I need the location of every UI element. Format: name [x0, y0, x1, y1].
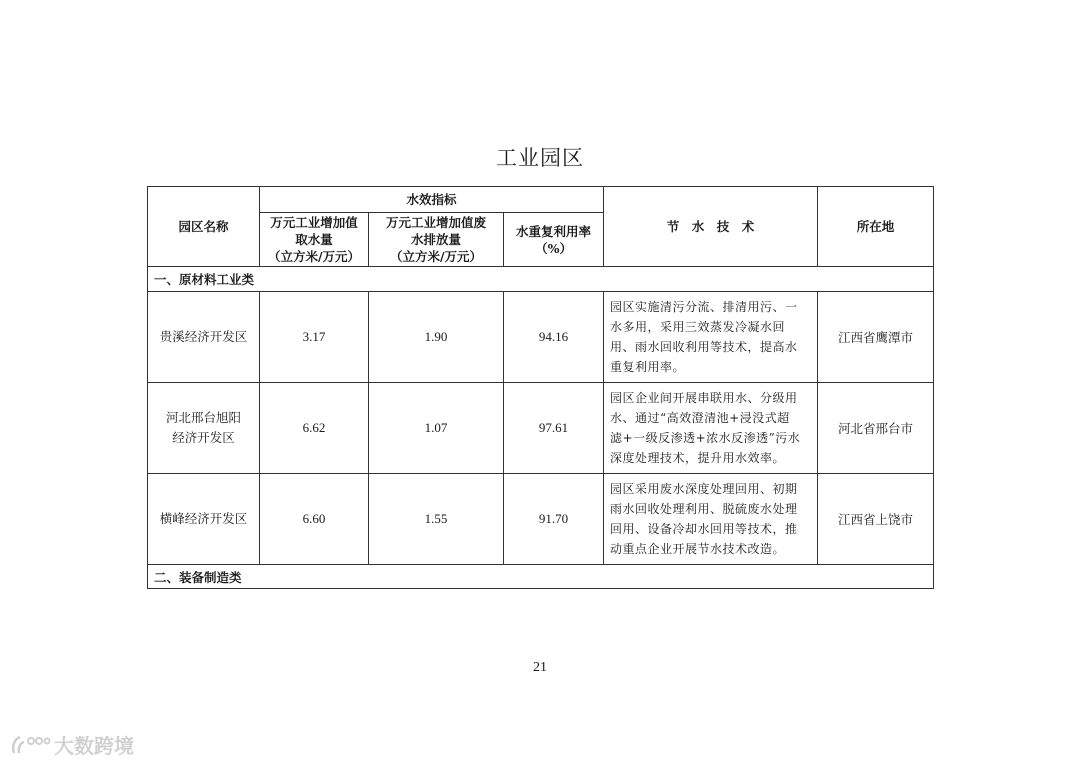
header-intake-line: 取水量 [295, 232, 333, 247]
reuse-cell: 91.70 [504, 474, 604, 565]
page-title: 工业园区 [496, 146, 584, 170]
water-efficiency-table [147, 186, 934, 589]
park-name-cell [148, 383, 260, 474]
header-discharge [369, 213, 504, 267]
header-tech: 节 水 技 术 [604, 187, 818, 267]
intake-cell: 6.60 [260, 474, 369, 565]
brand-logo-icon [10, 733, 50, 757]
discharge-cell: 1.55 [369, 474, 504, 565]
park-name-line: 经济开发区 [172, 430, 235, 445]
park-name-cell [148, 474, 260, 565]
reuse-cell: 97.61 [504, 383, 604, 474]
header-discharge-line: 水排放量 [410, 232, 461, 247]
tech-line: 用、雨水回收利用等技术，提高水 [610, 340, 798, 354]
park-name-line: 贵溪经济开发区 [159, 329, 248, 344]
location-cell: 江西省鹰潭市 [818, 292, 934, 383]
intake-cell: 6.62 [260, 383, 369, 474]
tech-cell [604, 292, 818, 383]
location-cell: 江西省上饶市 [818, 474, 934, 565]
header-location: 所在地 [818, 187, 934, 267]
table-row [148, 383, 934, 474]
tech-line: 滤+一级反渗透+浓水反渗透”污水 [610, 431, 801, 445]
watermark [10, 730, 134, 759]
park-name-line: 河北邢台旭阳 [165, 410, 241, 425]
section-raw-materials: 一、原材料工业类 [148, 267, 934, 292]
header-discharge-line: （立方米/万元） [389, 249, 483, 264]
intake-cell: 3.17 [260, 292, 369, 383]
tech-line: 深度处理技术，提升用水效率。 [610, 451, 786, 465]
tech-line: 园区采用废水深度处理回用、初期 [610, 482, 798, 496]
tech-line: 动重点企业开展节水技术改造。 [610, 542, 786, 556]
tech-line: 水多用，采用三效蒸发冷凝水回 [610, 320, 786, 334]
tech-line: 重复利用率。 [610, 360, 686, 374]
header-intake-line: （立方米/万元） [267, 249, 361, 264]
header-intake [260, 213, 369, 267]
tech-line: 园区实施清污分流、排清用污、一 [610, 300, 798, 314]
location-cell: 河北省邢台市 [818, 383, 934, 474]
discharge-cell: 1.07 [369, 383, 504, 474]
table-row [148, 474, 934, 565]
header-park-name: 园区名称 [148, 187, 260, 267]
header-reuse-line: （%） [535, 240, 572, 256]
watermark-text: 大数跨境 [54, 734, 134, 758]
tech-cell [604, 474, 818, 565]
tech-line: 园区企业间开展串联用水、分级用 [610, 391, 798, 405]
section-equipment-manufacturing: 二、装备制造类 [148, 565, 934, 589]
page-number: 21 [533, 660, 547, 675]
header-discharge-line: 万元工业增加值废 [385, 215, 486, 230]
header-reuse-line: 水重复利用率 [516, 223, 592, 239]
tech-cell [604, 383, 818, 474]
tech-line: 回用、设备冷却水回用等技术，推 [610, 522, 798, 536]
reuse-cell: 94.16 [504, 292, 604, 383]
table-row [148, 292, 934, 383]
tech-line: 雨水回收处理利用、脱硫废水处理 [610, 502, 798, 516]
tech-line: 水、通过“高效澄清池+浸没式超 [610, 411, 790, 425]
discharge-cell: 1.90 [369, 292, 504, 383]
header-water-indicators: 水效指标 [260, 187, 604, 213]
park-name-line: 横峰经济开发区 [159, 511, 248, 526]
park-name-cell [148, 292, 260, 383]
header-intake-line: 万元工业增加值 [270, 215, 358, 230]
header-reuse [504, 213, 604, 267]
